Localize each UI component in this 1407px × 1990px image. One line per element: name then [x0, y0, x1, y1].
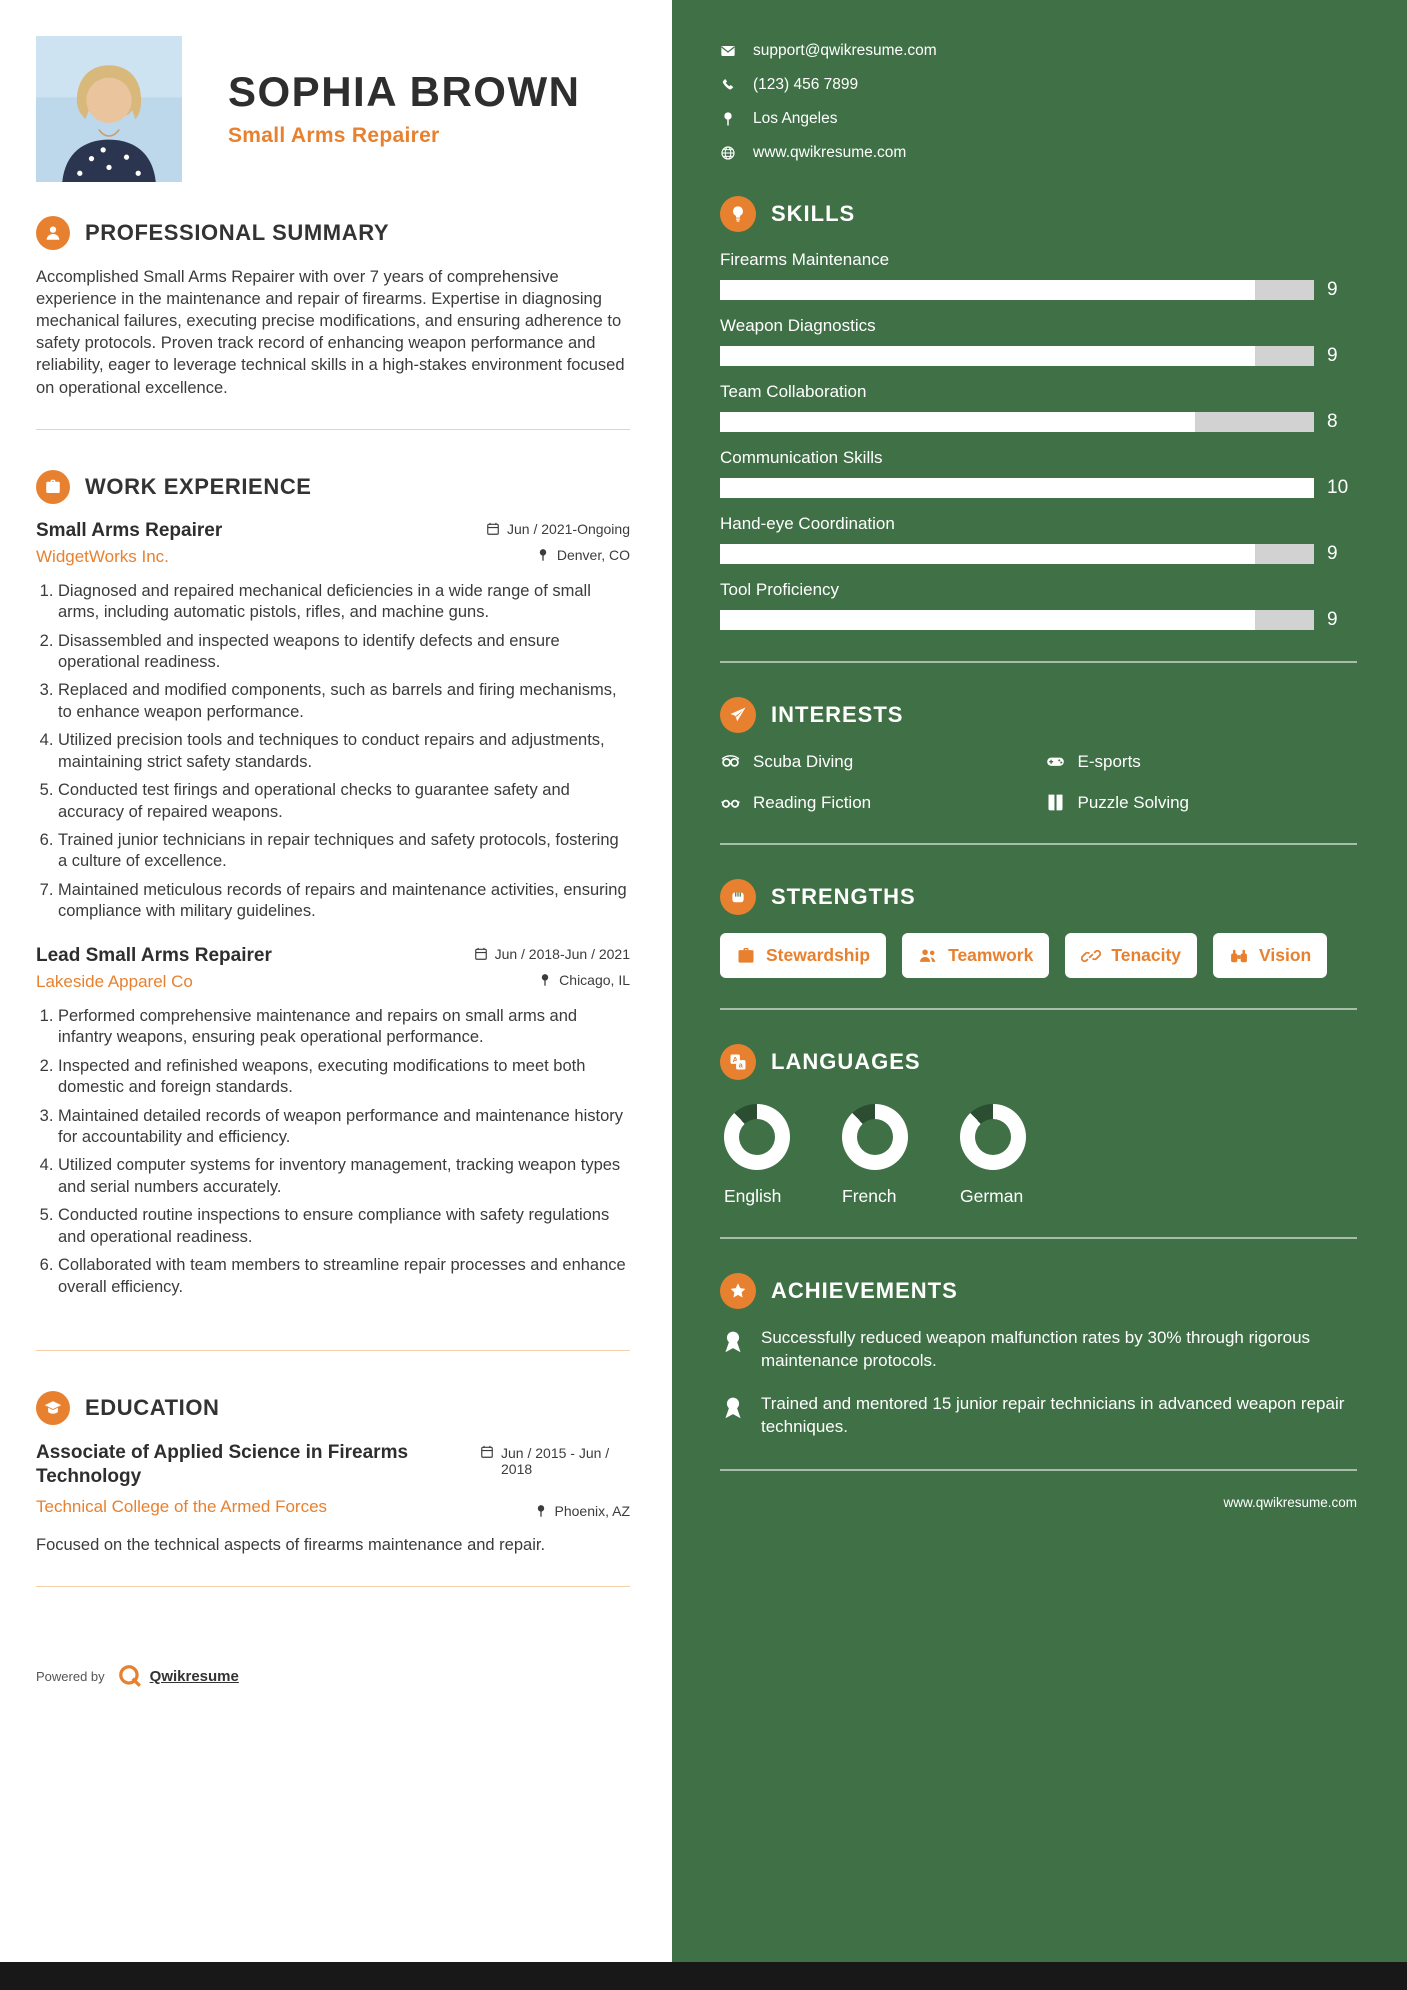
paper-plane-icon — [720, 697, 756, 733]
strength-label: Vision — [1259, 945, 1312, 965]
interest-item — [1045, 751, 1358, 772]
job-bullet: 3. Replaced and modified components, such as barrels and firing mechanisms, to enhance weapon performance. — [58, 680, 630, 723]
interest-item — [720, 792, 1033, 813]
education-header — [36, 1391, 630, 1425]
interest-label: Puzzle Solving — [1077, 792, 1190, 812]
job-bullets — [36, 1006, 630, 1298]
job-entry — [36, 945, 630, 1298]
achievements-heading: ACHIEVEMENTS — [771, 1278, 958, 1303]
contact-list — [720, 42, 1357, 162]
sidebar-divider — [720, 843, 1357, 845]
job-bullet: 3. Maintained detailed records of weapon performance and maintenance history for accountability and efficiency. — [58, 1106, 630, 1149]
email-icon — [720, 43, 736, 59]
qwikresume-logo-icon — [117, 1663, 143, 1689]
star-icon — [720, 1273, 756, 1309]
contact-label: support@qwikresume.com — [753, 42, 937, 59]
languages-heading: LANGUAGES — [771, 1049, 921, 1074]
language-item — [724, 1104, 790, 1207]
interests-list — [720, 751, 1357, 813]
language-name: French — [842, 1186, 897, 1206]
sidebar-footer — [720, 1495, 1357, 1510]
interests-header — [720, 697, 1357, 733]
calendar-icon — [474, 947, 488, 961]
education-school: Technical College of the Armed Forces — [36, 1496, 328, 1516]
skill-bar-fill — [720, 280, 1255, 300]
skill-score: 9 — [1327, 345, 1338, 366]
briefcase-icon — [36, 470, 70, 504]
sidebar-divider — [720, 1469, 1357, 1471]
book-icon — [1045, 792, 1066, 813]
education-location-meta — [534, 1503, 631, 1519]
job-bullet: 5. Conducted test firings and operational checks to guarantee safety and accuracy of repaired weapons. — [58, 780, 630, 823]
location-pin-icon — [534, 1504, 548, 1518]
skills-heading: SKILLS — [771, 201, 856, 226]
qwikresume-brand: Qwikresume — [149, 1667, 239, 1685]
skill-bar-fill — [720, 346, 1255, 366]
interest-label: Reading Fiction — [753, 792, 872, 812]
skill-item — [720, 316, 1357, 367]
languages-header — [720, 1044, 1357, 1080]
contact-label: (123) 456 7899 — [753, 76, 859, 93]
briefcase-icon — [736, 946, 756, 966]
job-bullet: 1. Performed comprehensive maintenance and repairs on small arms and infantry weapons, ensuring peak operational performance. — [58, 1006, 630, 1049]
binoculars-icon — [1229, 946, 1249, 966]
strength-chip — [1065, 933, 1197, 978]
skill-bar-fill — [720, 478, 1314, 498]
strength-label: Teamwork — [948, 945, 1034, 965]
language-name: German — [960, 1186, 1024, 1206]
skill-label: Tool Proficiency — [720, 580, 840, 599]
skill-score: 8 — [1327, 411, 1338, 432]
job-entry — [36, 520, 630, 923]
contact-label: www.qwikresume.com — [753, 144, 907, 161]
summary-text: Accomplished Small Arms Repairer with over 7 years of comprehensive experience in the maintenance and repair of firearms. Expertise in diagnosing mechanical failures, executing precise modifications, and ensuring adherence to safety protocols. Proven track record of enhancing weapon performance and reliability, eager to leverage technical skills in a high-stakes environment focused on operational excellence. — [36, 268, 625, 397]
summary-section — [36, 182, 630, 399]
summary-heading: PROFESSIONAL SUMMARY — [85, 220, 390, 245]
strengths-list — [720, 933, 1357, 978]
jobs-list — [36, 520, 630, 1298]
job-location: Chicago, IL — [559, 971, 630, 988]
education-dates-meta — [480, 1445, 630, 1477]
location-pin-icon — [536, 548, 550, 562]
medal-icon — [720, 1329, 746, 1355]
education-dates: Jun / 2015 - Jun / 2018 — [501, 1445, 610, 1478]
skill-item — [720, 382, 1357, 433]
education-note: Focused on the technical aspects of firearms maintenance and repair. — [36, 1536, 546, 1555]
sidebar — [672, 0, 1407, 1962]
skill-bar-track — [720, 346, 1314, 366]
skill-bar-track — [720, 280, 1314, 300]
achievement-text: Successfully reduced weapon malfunction rates by 30% through rigorous maintenance protocols. — [761, 1328, 1311, 1370]
language-donut-chart — [724, 1104, 790, 1170]
medal-icon — [720, 1395, 746, 1421]
skill-item — [720, 514, 1357, 565]
skill-label: Firearms Maintenance — [720, 250, 890, 269]
experience-header — [36, 470, 630, 504]
donut-hole — [739, 1119, 775, 1155]
scuba-goggles-icon — [720, 751, 741, 772]
language-donut-chart — [960, 1104, 1026, 1170]
candidate-name: SOPHIA BROWN — [228, 68, 581, 115]
strength-chip — [720, 933, 886, 978]
section-divider — [36, 429, 630, 430]
job-bullet: 2. Disassembled and inspected weapons to identify defects and ensure operational readiness. — [58, 631, 630, 674]
job-dates: Jun / 2021-Ongoing — [507, 520, 630, 537]
language-donut-chart — [842, 1104, 908, 1170]
skill-bar-track — [720, 610, 1314, 630]
glasses-icon — [720, 792, 741, 813]
team-icon — [918, 946, 938, 966]
achievement-text: Trained and mentored 15 junior repair technicians in advanced weapon repair techniques. — [761, 1393, 1345, 1436]
phone-icon — [720, 77, 736, 93]
strength-chip — [902, 933, 1049, 978]
job-company: WidgetWorks Inc. — [36, 546, 169, 566]
job-bullets — [36, 581, 630, 923]
skill-item — [720, 448, 1357, 499]
donut-hole — [975, 1119, 1011, 1155]
education-heading: EDUCATION — [85, 1395, 220, 1421]
identity-text — [228, 36, 580, 148]
sidebar-divider — [720, 1237, 1357, 1239]
left-footer — [36, 1663, 630, 1689]
job-bullet: 5. Conducted routine inspections to ensure compliance with safety regulations and operational readiness. — [58, 1205, 630, 1248]
language-item — [842, 1104, 908, 1207]
interests-heading: INTERESTS — [771, 702, 904, 727]
skill-score: 9 — [1327, 279, 1338, 300]
powered-by-label: Powered by — [36, 1668, 105, 1684]
donut-hole — [857, 1119, 893, 1155]
strength-label: Tenacity — [1111, 945, 1182, 965]
job-dates-meta — [486, 521, 630, 537]
job-bullet: 1. Diagnosed and repaired mechanical deficiencies in a wide range of small arms, including automatic pistols, rifles, and machine guns. — [58, 581, 630, 624]
skill-bar-track — [720, 478, 1314, 498]
job-bullet: 7. Maintained meticulous records of repairs and maintenance activities, ensuring compliance with military guidelines. — [58, 880, 630, 923]
job-location-meta — [538, 972, 630, 988]
language-item — [960, 1104, 1026, 1207]
interest-label: Scuba Diving — [753, 751, 854, 771]
skill-item — [720, 580, 1357, 631]
profile-photo-illustration — [36, 36, 182, 182]
job-bullet: 6. Trained junior technicians in repair techniques and safety protocols, fostering a culture of excellence. — [58, 830, 630, 873]
job-bullet: 6. Collaborated with team members to streamline repair processes and enhance overall efficiency. — [58, 1255, 630, 1298]
achievement-item — [720, 1393, 1357, 1439]
strength-chip — [1213, 933, 1327, 978]
job-title: Lead Small Arms Repairer — [36, 944, 272, 966]
identity-header — [36, 36, 630, 182]
contact-item — [720, 42, 1357, 60]
sidebar-divider — [720, 1008, 1357, 1010]
graduation-cap-icon — [36, 1391, 70, 1425]
gamepad-icon — [1045, 751, 1066, 772]
carabiner-icon — [1081, 946, 1101, 966]
skill-bar-fill — [720, 544, 1255, 564]
job-company: Lakeside Apparel Co — [36, 971, 193, 991]
skill-bar-fill — [720, 610, 1255, 630]
candidate-title: Small Arms Repairer — [228, 124, 440, 148]
job-title: Small Arms Repairer — [36, 519, 223, 541]
job-dates-meta — [474, 946, 630, 962]
education-degree: Associate of Applied Science in Firearms Technology — [36, 1442, 409, 1487]
skill-bar-track — [720, 412, 1314, 432]
calendar-icon — [486, 522, 500, 536]
achievements-list — [720, 1327, 1357, 1439]
qwikresume-logo-link[interactable] — [117, 1663, 239, 1689]
interest-item — [1045, 792, 1358, 813]
achievements-header — [720, 1273, 1357, 1309]
skills-header — [720, 196, 1357, 232]
skill-bar-track — [720, 544, 1314, 564]
website-icon — [720, 145, 736, 161]
footer-website: www.qwikresume.com — [1223, 1494, 1357, 1510]
interest-label: E-sports — [1077, 751, 1141, 771]
education-section — [36, 1357, 630, 1556]
skill-score: 9 — [1327, 609, 1338, 630]
main-column — [0, 0, 672, 1962]
job-location-meta — [536, 547, 630, 563]
calendar-icon — [480, 1445, 494, 1459]
skill-bar-fill — [720, 412, 1195, 432]
job-dates: Jun / 2018-Jun / 2021 — [494, 945, 630, 962]
section-divider — [36, 1350, 630, 1351]
job-location: Denver, CO — [556, 546, 630, 563]
contact-item — [720, 76, 1357, 94]
user-icon — [36, 216, 70, 250]
skills-list — [720, 250, 1357, 631]
education-location: Phoenix, AZ — [554, 1503, 630, 1520]
language-name: English — [724, 1186, 782, 1206]
skill-label: Team Collaboration — [720, 382, 867, 401]
skill-score: 10 — [1327, 477, 1349, 498]
strengths-heading: STRENGTHS — [771, 884, 916, 909]
location-icon — [720, 111, 736, 127]
contact-label: Los Angeles — [753, 110, 838, 127]
summary-header — [36, 216, 630, 250]
contact-item — [720, 144, 1357, 162]
experience-heading: WORK EXPERIENCE — [85, 473, 312, 499]
strength-label: Stewardship — [766, 945, 871, 965]
location-pin-icon — [538, 973, 552, 987]
skill-label: Hand-eye Coordination — [720, 514, 895, 533]
sidebar-divider — [720, 661, 1357, 663]
education-entry — [36, 1441, 630, 1519]
experience-section — [36, 436, 630, 1320]
job-bullet: 4. Utilized precision tools and techniques to conduct repairs and adjustments, maintaining strict safety standards. — [58, 730, 630, 773]
strengths-header — [720, 879, 1357, 915]
skill-label: Communication Skills — [720, 448, 883, 467]
skill-score: 9 — [1327, 543, 1338, 564]
profile-photo — [36, 36, 182, 182]
translate-icon — [720, 1044, 756, 1080]
skills-bulb-icon — [720, 196, 756, 232]
achievement-item — [720, 1327, 1357, 1373]
skill-label: Weapon Diagnostics — [720, 316, 876, 335]
languages-list — [720, 1104, 1357, 1207]
interest-item — [720, 751, 1033, 772]
contact-item — [720, 110, 1357, 128]
job-bullet: 2. Inspected and refinished weapons, executing modifications to meet both domestic and foreign standards. — [58, 1056, 630, 1099]
fist-icon — [720, 879, 756, 915]
section-divider — [36, 1586, 630, 1587]
job-bullet: 4. Utilized computer systems for inventory management, tracking weapon types and serial numbers accurately. — [58, 1155, 630, 1198]
skill-item — [720, 250, 1357, 301]
bottom-bar — [0, 1962, 1407, 1990]
